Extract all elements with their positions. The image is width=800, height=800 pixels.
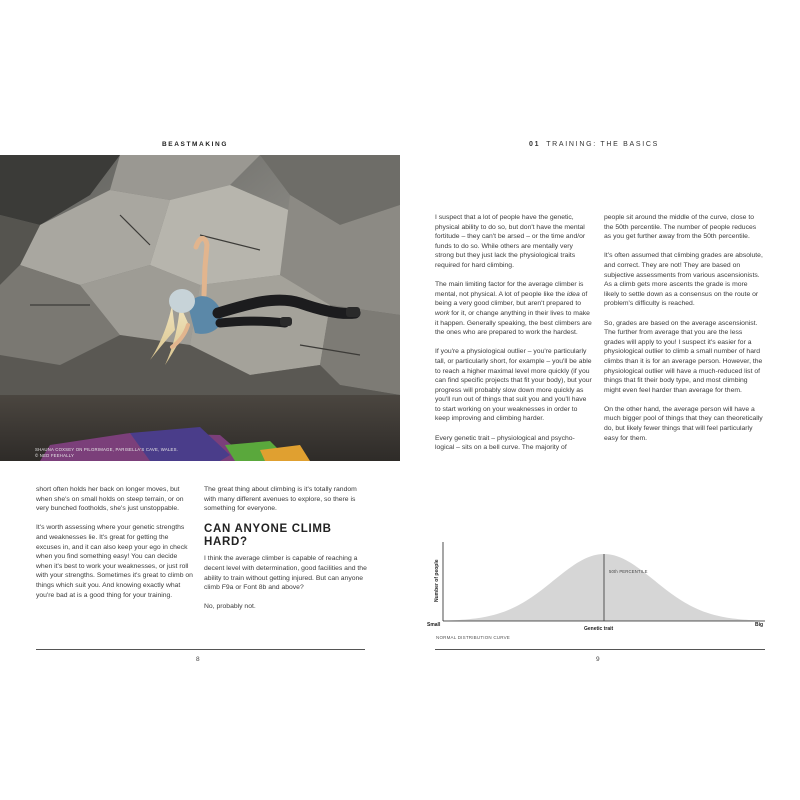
paragraph: It's often assumed that climbing grades are absolute, and correct. They are not! They are based on subjective assessments from various ascensionists. As a climb gets more ascents the grade is more likely to settle down as a consensus on the route or problem's difficulty is reached. [604, 252, 763, 308]
x-axis-label: Genetic trait [584, 626, 614, 632]
climbing-photo-illustration [0, 155, 400, 461]
section-heading: CAN ANYONE CLIMB HARD? [204, 523, 332, 548]
photo-credit: © NED FEEHALLY [35, 452, 75, 458]
photo-caption [35, 447, 255, 458]
emphasis: idea [566, 290, 580, 298]
paragraph: If you're a physiological outlier – you're particularly tall, or particularly short, for example – you'll be able to reach a higher maximal level more quickly (if you can find specific projects that fit your body), but your progress will probably slow down more quickly as you'll run out of things that suit you and you'll have to start working on your weaknesses in order to keep improving and climbing harder. [435, 348, 592, 423]
footer-rule-right [435, 649, 765, 650]
chapter-title: TRAINING: THE BASICS [546, 141, 660, 148]
running-head-left: BEASTMAKING [162, 141, 228, 148]
bell-curve-svg [427, 540, 770, 642]
right-page-column-2 [604, 213, 764, 453]
x-max-label: Big [755, 622, 764, 628]
paragraph: The great thing about climbing is it's totally random with many different avenues to explore, so there is something for everyone. [204, 486, 357, 513]
paragraph [435, 280, 593, 338]
paragraph: It's worth assessing where your genetic strengths and weaknesses lie. It's great for getting the excuses in, and it can also keep your ego in check when you find something easy! You can decide when it's best to work your weaknesses, or just roll with your strengths. Sometimes it's great to climb on things which suit you. And knowing exactly what you're bad at is a good thing for your training. [36, 524, 193, 599]
photo-caption-line1: SHAUNA COXSEY ON PILGRIMAGE, PARISELLA'S CAVE, WALES. [35, 447, 179, 452]
climbing-photo [0, 155, 400, 461]
text-run: of being a very good climber, but aren't prepared to [435, 290, 588, 308]
page-number-right: 9 [596, 656, 600, 663]
paragraph: I suspect that a lot of people have the genetic, physical ability to do so, but don't have the mental fortitude – they can't be arsed – or the time and/or funds to do so. While others are mentally very strong but they just lack the physiological traits required for hard climbing. [435, 214, 586, 269]
paragraph: people sit around the middle of the curve, close to the 50th percentile. The number of people reduces as you get further away from the 50th percentile. [604, 214, 757, 241]
text-run: The main limiting factor for the average climber is mental, not physical. A lot of people like the [435, 281, 584, 298]
running-head-right [529, 141, 659, 148]
paragraph: Every genetic trait – physiological and psycho-logical – sits on a bell curve. The majority of [435, 434, 575, 452]
paragraph: So, grades are based on the average ascensionist. The further from average that you are the less grades will apply to you! I suspect it's easier for a physiological outlier to climb a small number of hard climbs than it is for an average person. However, the physiological outlier will have a much-reduced list of things that fit their body type, and most climbing might even feel harder than average for them. [604, 319, 763, 394]
paragraph: I think the average climber is capable of reaching a decent level with determination, good facilities and the ability to train without getting injured. But can anyone climb F9a or Font 8b and above? [204, 555, 367, 592]
paragraph: No, probably not. [204, 603, 256, 611]
bell-curve-chart [427, 540, 770, 642]
x-min-label: Small [427, 622, 441, 628]
emphasis: work [435, 309, 450, 317]
left-page-column-1 [36, 485, 194, 610]
left-page-column-2 [204, 485, 369, 622]
chart-caption: NORMAL DISTRIBUTION CURVE [436, 635, 511, 640]
paragraph: On the other hand, the average person will have a much bigger pool of things that they can theoretically do, but likely fewer things that will feel particularly easy for them. [604, 405, 763, 442]
footer-rule-left [36, 649, 365, 650]
paragraph: short often holds her back on longer moves, but when she's on small holds on steep terrain, or on very bunched footholds, she's just unstoppable. [36, 486, 184, 513]
percentile-marker-label: 50th PERCENTILE [609, 568, 648, 574]
chapter-number: 01 [529, 141, 541, 148]
y-axis-label: Number of people [434, 559, 440, 602]
text-run: for it, or change anything in their lives to make it happen. Generally speaking, the best climbers are the ones who are prepared to work the hardest. [435, 309, 592, 337]
page-number-left: 8 [196, 656, 200, 663]
right-page-column-1 [435, 213, 593, 462]
